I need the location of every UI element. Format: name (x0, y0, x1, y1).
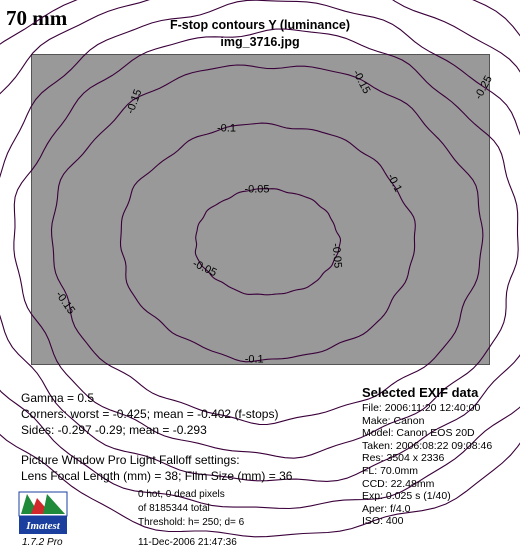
contour-plot (31, 54, 495, 366)
exif-heading: Selected EXIF data (362, 385, 479, 400)
contour-label: -0.05 (244, 183, 270, 196)
pw-settings-heading: Picture Window Pro Light Falloff settings: (21, 453, 240, 467)
logo-text: Imatest (26, 520, 60, 532)
contour-label: -0.05 (190, 257, 219, 280)
contour-label: -0.05 (329, 242, 344, 269)
exif-row: Exp: 0.025 s (1/40) (362, 490, 451, 503)
exif-row: ISO: 400 (362, 515, 404, 528)
imatest-logo (19, 492, 67, 534)
contour-label: -0.15 (52, 289, 78, 317)
plot-background (32, 55, 490, 365)
hot-dead-pixels: 0 hot, 0 dead pixels (138, 489, 225, 500)
threshold-text: Threshold: h= 250; d= 6 (138, 517, 245, 528)
exif-row: Model: Canon EOS 20D (362, 427, 475, 440)
exif-row: CCD: 22.48mm (362, 477, 435, 490)
exif-row: Res: 3504 x 2336 (362, 452, 445, 465)
gamma-text: Gamma = 0.5 (21, 391, 95, 405)
total-pixels: of 8185344 total (138, 503, 210, 514)
exif-row: Aper: f/4.0 (362, 502, 411, 515)
exif-row: Make: Canon (362, 414, 425, 427)
version-label: 1.7.2 Pro (22, 537, 63, 548)
corners-text: Corners: worst = -0.425; mean = -0.402 (f-stops) (21, 407, 279, 421)
contour-label: -0.1 (217, 122, 236, 135)
chart-subtitle: img_3716.jpg (220, 35, 300, 49)
exif-row: FL: 70.0mm (362, 464, 419, 477)
focal-length-heading: 70 mm (6, 6, 68, 30)
contour-label: -0.1 (384, 171, 405, 195)
contour-label: -0.15 (124, 87, 145, 116)
sides-text: Sides: -0.297 -0.29; mean = -0.293 (21, 423, 207, 437)
pw-settings-values: Lens Focal Length (mm) = 38; Film Size (mm) = 36 (21, 469, 293, 483)
contour-label: -0.25 (472, 73, 495, 102)
chart-title: F-stop contours Y (luminance) (169, 18, 351, 32)
exif-row: Taken: 2006:08:22 09:08:46 (362, 439, 493, 452)
exif-row: File: 2006:11:20 12:40:00 (362, 402, 481, 414)
timestamp: 11-Dec-2006 21:47:36 (138, 537, 237, 548)
contour-label: -0.1 (244, 353, 264, 366)
exif-table (362, 402, 492, 528)
contour-label: -0.15 (350, 68, 373, 96)
